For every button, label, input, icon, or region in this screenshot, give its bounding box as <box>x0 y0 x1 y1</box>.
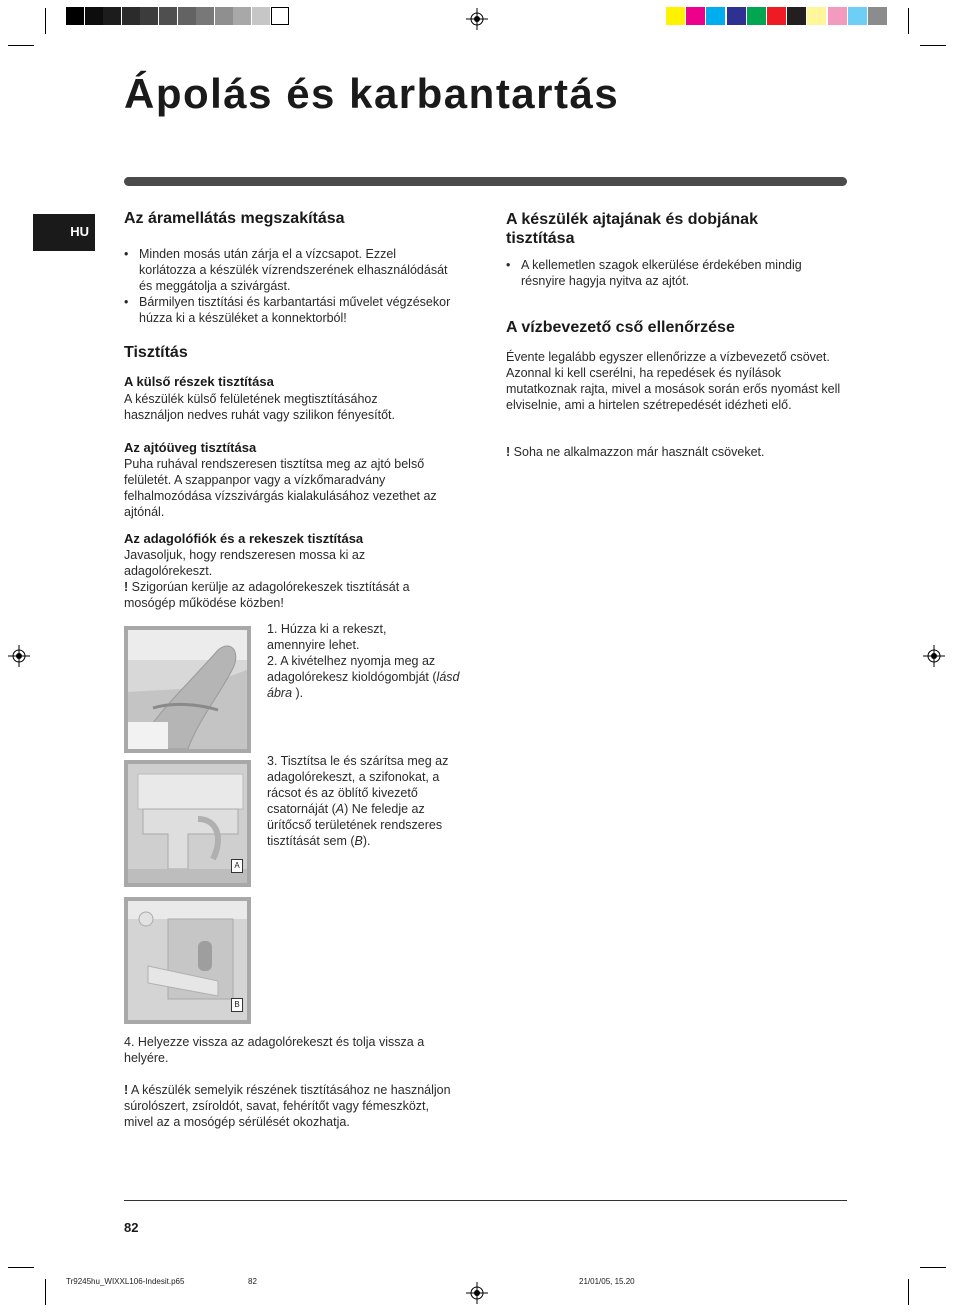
heading-door-drum: A készülék ajtajának és dobjának tisztítása <box>506 211 758 247</box>
photo-dispenser-parts <box>124 760 251 887</box>
crop-mark-tr-h <box>920 45 946 46</box>
footer-rule <box>124 1200 847 1201</box>
photo-pull-drawer <box>124 626 251 753</box>
step-2 <box>267 653 462 701</box>
subheading-dispenser: Az adagolófiók és a rekeszek tisztítása <box>124 531 364 546</box>
text-door-glass: Puha ruhával rendszeresen tisztítsa meg az ajtó belső felületét. A szappanpor vagy a vízkőmaradvány felhalmozódása vízszivárgás kialakulásához vezethet az ajtónál. <box>124 457 437 519</box>
warning-mark: ! <box>506 445 511 459</box>
figure-label-a: A <box>231 859 243 873</box>
figure-label-b: B <box>231 998 243 1012</box>
warning-dispenser <box>124 579 444 611</box>
step-3-ref-a: A <box>335 802 345 816</box>
final-warning-text: A készülék semelyik részének tisztításához ne használjon súrolószert, zsíroldót, savat, fehérítőt vagy fémeszközt, mivel az a mosógép sérülését okozhatja. <box>124 1083 451 1129</box>
gray-swatch <box>140 7 158 25</box>
color-swatch <box>727 7 746 25</box>
text-dispenser: Javasoljuk, hogy rendszeresen mossa ki az adagolórekeszt. <box>124 548 366 578</box>
gray-swatch <box>103 7 121 25</box>
gray-swatch <box>271 7 289 25</box>
subheading-exterior: A külső részek tisztítása <box>124 374 274 389</box>
step-3-text: 3. Tisztítsa le és szárítsa meg az adagolórekeszt, a szifonokat, a rácsot és az öblítő kivezető csatornáját ( <box>267 754 449 816</box>
heading-power-disconnect: Az áramellátás megszakítása <box>124 210 345 227</box>
page-number: 82 <box>124 1220 139 1235</box>
gray-swatch <box>196 7 214 25</box>
door-drum-bullets <box>506 257 836 289</box>
step-3-ref-b: B <box>354 834 363 848</box>
gray-swatch <box>215 7 233 25</box>
step-4: 4. Helyezze vissza az adagolórekeszt és tolja vissza a helyére. <box>124 1035 425 1065</box>
color-swatch <box>868 7 887 25</box>
color-swatch <box>787 7 806 25</box>
warning-mark: ! <box>124 1083 129 1097</box>
crop-mark-tr-v <box>908 8 909 34</box>
gray-swatch <box>85 7 103 25</box>
page-title: Ápolás és karbantartás <box>124 70 620 117</box>
text-inlet-hose: Évente legalább egyszer ellenőrizze a vízbevezető csövet. Azonnal ki kell cserélni, ha repedések és nyílások mutatkoznak rajta, mivel a mosások során erős nyomást kell elviselnie, ami a hirtelen szétrepedését idézheti elő. <box>506 350 841 412</box>
step-2-end: ). <box>292 686 304 700</box>
slug-filename: Tr9245hu_WIXXL106-Indesit.p65 <box>66 1277 185 1286</box>
photo-drain-area <box>124 897 251 1024</box>
step-3-end: ). <box>362 834 371 848</box>
registration-mark-top-icon <box>466 8 488 30</box>
final-warning <box>124 1082 459 1130</box>
crop-mark-tl-h <box>8 45 34 46</box>
gray-swatch <box>252 7 270 25</box>
color-swatch <box>706 7 725 25</box>
warning-inlet-hose <box>506 444 846 460</box>
registration-mark-right-icon <box>923 645 945 667</box>
registration-mark-left-icon <box>8 645 30 667</box>
list-item: • A kellemetlen szagok elkerülése érdekében mindig résnyire hagyja nyitva az ajtót. <box>506 257 836 289</box>
color-swatch <box>747 7 766 25</box>
crop-mark-bl-h <box>8 1267 34 1268</box>
subheading-door-glass: Az ajtóüveg tisztítása <box>124 440 257 455</box>
gray-swatch <box>66 7 84 25</box>
warning-inlet-text: Soha ne alkalmazzon már használt csöveket. <box>513 445 765 459</box>
crop-mark-bl-v <box>45 1279 46 1305</box>
slug-date: 21/01/05, 15.20 <box>579 1277 635 1286</box>
color-swatch <box>767 7 786 25</box>
heading-cleaning: Tisztítás <box>124 344 188 361</box>
gray-swatch <box>122 7 140 25</box>
title-rule <box>124 177 847 186</box>
color-swatch <box>807 7 826 25</box>
step-2-see-figure: lásd ábra <box>267 670 460 700</box>
heading-inlet-hose: A vízbevezető cső ellenőrzése <box>506 319 735 336</box>
step-3-text-2: ) Ne feledje az ürítőcső területének rendszeres tisztítását sem ( <box>267 802 443 848</box>
list-item: • Bármilyen tisztítási és karbantartási művelet végzésekor húzza ki a készüléket a konnektorból! <box>124 294 454 326</box>
warning-mark: ! <box>124 580 129 594</box>
gray-swatch <box>233 7 251 25</box>
color-swatch <box>848 7 867 25</box>
registration-mark-bottom-icon <box>466 1282 488 1304</box>
step-3 <box>267 753 462 849</box>
color-swatch <box>828 7 847 25</box>
slug-page: 82 <box>248 1277 257 1286</box>
text-exterior: A készülék külső felületének megtisztításához használjon nedves ruhát vagy szilikon fényesítőt. <box>124 392 395 422</box>
crop-mark-tl-v <box>45 8 46 34</box>
list-item: • Minden mosás után zárja el a vízcsapot. Ezzel korlátozza a készülék vízrendszerének elhasználódását és meggátolja a szivárgást. <box>124 246 454 294</box>
step-1: 1. Húzza ki a rekeszt, amennyire lehet. <box>267 622 387 652</box>
gray-swatch <box>178 7 196 25</box>
language-tab-label: HU <box>70 224 89 239</box>
step-2-text: 2. A kivételhez nyomja meg az adagolórekesz kioldógombját ( <box>267 654 437 684</box>
crop-mark-br-v <box>908 1279 909 1305</box>
power-bullets <box>124 246 454 326</box>
color-swatch <box>666 7 685 25</box>
crop-mark-br-h <box>920 1267 946 1268</box>
language-tab <box>33 214 95 251</box>
color-swatch <box>686 7 705 25</box>
gray-swatch <box>159 7 177 25</box>
warning-text: Szigorúan kerülje az adagolórekeszek tisztítását a mosógép működése közben! <box>124 580 410 610</box>
